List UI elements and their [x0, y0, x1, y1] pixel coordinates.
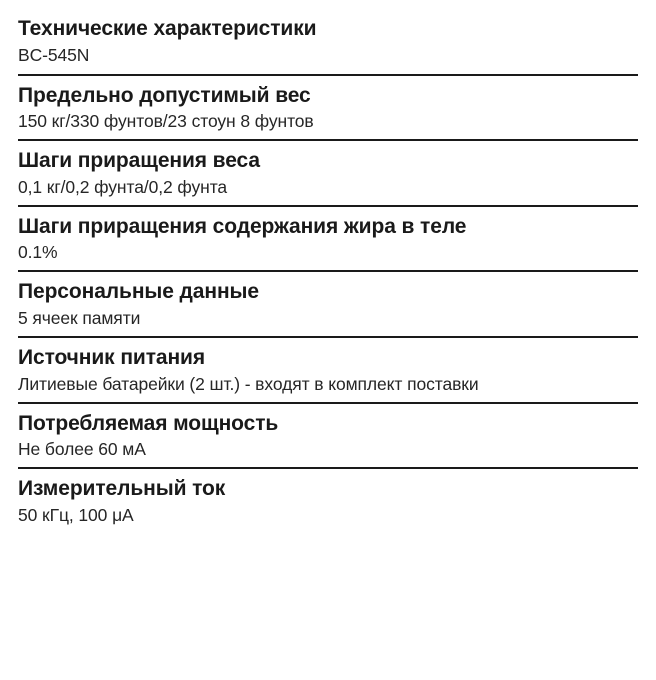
spec-term: Шаги приращения содержания жира в теле — [18, 214, 467, 238]
table-row — [18, 271, 638, 337]
table-row — [18, 206, 638, 272]
spec-description: 0,1 кг/0,2 фунта/0,2 фунта — [18, 176, 228, 197]
spec-description: 5 ячеек памяти — [18, 308, 141, 329]
table-row — [18, 140, 638, 206]
specifications-table-body — [18, 0, 638, 536]
spec-cell — [18, 271, 638, 337]
table-row — [18, 75, 638, 141]
spec-term: Шаги приращения веса — [18, 149, 260, 173]
spec-cell — [18, 403, 638, 469]
spec-term: Источник питания — [18, 346, 206, 370]
table-row — [18, 403, 638, 469]
spec-term: Потребляемая мощность — [18, 411, 279, 435]
spec-term: Персональные данные — [18, 280, 259, 304]
spec-cell — [18, 75, 638, 141]
spec-cell — [18, 468, 638, 536]
table-row — [18, 468, 638, 536]
spec-description: Не более 60 мА — [18, 439, 146, 460]
spec-description: 0.1% — [18, 242, 58, 263]
spec-cell — [18, 0, 638, 75]
spec-cell — [18, 337, 638, 403]
table-row — [18, 337, 638, 403]
table-row — [18, 0, 638, 75]
spec-description: 50 кГц, 100 μA — [18, 504, 134, 525]
spec-term: Измерительный ток — [18, 477, 226, 501]
spec-cell — [18, 140, 638, 206]
spec-description: BC-545N — [18, 44, 90, 65]
spec-description: 150 кг/330 фунтов/23 стоун 8 фунтов — [18, 111, 314, 132]
spec-term: Предельно допустимый вес — [18, 83, 311, 107]
spec-cell — [18, 206, 638, 272]
spec-term: Технические характеристики — [18, 17, 317, 40]
specifications-table — [18, 0, 638, 536]
spec-description: Литиевые батарейки (2 шт.) - входят в комплект поставки — [18, 373, 479, 394]
